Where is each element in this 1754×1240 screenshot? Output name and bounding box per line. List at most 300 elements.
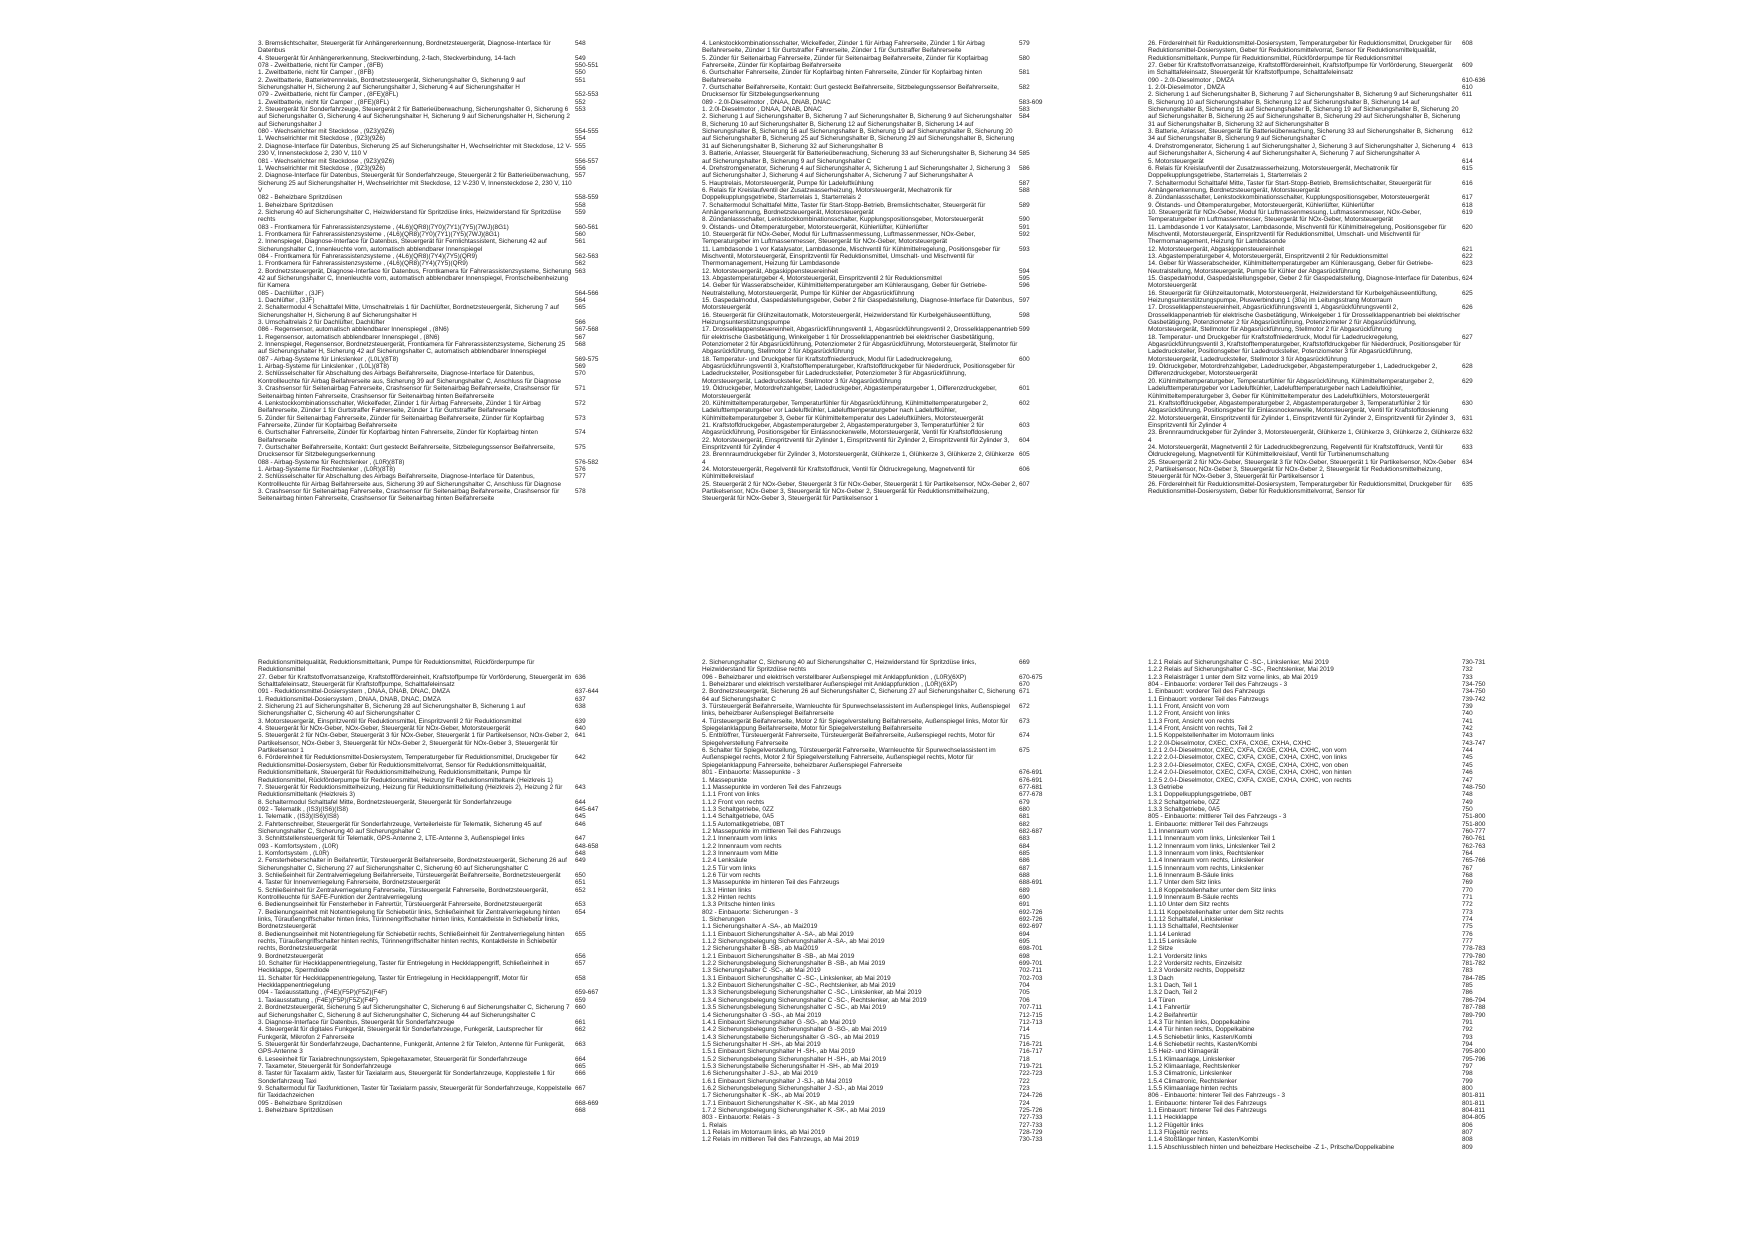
toc-entry — [702, 385, 1042, 400]
toc-entry-title: 16. Steuergerät für Glühzeitautomatik, Motorsteuergerät, Heizwiderstand für Kurbelgehäuseentlüftung, Heizungsunterstützungspumpe — [702, 311, 992, 327]
toc-entry-page: 647 — [575, 835, 586, 843]
toc-entry-page: 689 — [1019, 886, 1030, 894]
toc-entry — [1148, 718, 1485, 725]
toc-entry-page: 739 — [1462, 703, 1473, 711]
toc-entry-page: 648 — [575, 849, 586, 857]
toc-entry-page: 616 — [1462, 179, 1473, 187]
toc-entry — [702, 1012, 1042, 1019]
toc-entry-title: 1.1.1 Heckklappe — [1148, 1114, 1198, 1122]
toc-entry-title: 803 - Einbauorte: Relais - 3 — [702, 1114, 780, 1122]
toc-entry-title: 1.5 Sicherungshalter H -SH-, ab Mai 2019 — [702, 1040, 821, 1048]
toc-entry — [1148, 1078, 1485, 1085]
toc-entry — [258, 363, 598, 370]
toc-entry — [702, 1048, 1042, 1055]
toc-entry-page: 614 — [1462, 157, 1473, 165]
toc-entry — [1148, 1041, 1485, 1048]
toc-entry-title: 1.7.2 Sicherungsbelegung Sicherungshalter K -SK-, ab Mai 2019 — [702, 1106, 886, 1114]
toc-entry — [1148, 850, 1485, 857]
toc-entry-title: 17. Drosselklappensteuereinheit, Abgasrückführungsventil 1, Abgasrückführungsventil 2, Drosselklappenantrieb für elektrische Gasbetätigung, Winkelgeber 1 für Drosselklappenantrieb bei elektrischer Gasbetätigung, Potenziometer 2 für Abgasrückführung, Potenziometer 2 für Abgasrückführung, Motorsteuergerät, Stellmotor für Abgasrückführung, Stellmotor 2 für Abgasrückführung — [702, 326, 1018, 356]
toc-entry-page: 563 — [575, 267, 586, 275]
toc-entry-title: 1. Relais — [702, 1121, 727, 1129]
toc-entry — [702, 69, 1042, 84]
toc-entry-page: 728-729 — [1019, 1129, 1043, 1136]
toc-entry-page: 618 — [1462, 201, 1473, 209]
toc-entry-page: 652 — [575, 886, 586, 894]
toc-entry-title: 089 - 2.0l-Dieselmotor , DNAA, DNAB, DNAC — [702, 98, 831, 106]
toc-entry-page: 690 — [1019, 894, 1030, 901]
toc-entry-page: 685 — [1019, 849, 1030, 857]
toc-entry-title: 9. Bordnetzsteuergerät — [258, 952, 324, 960]
toc-entry-title: 1.1.2 Front, Ansicht von links — [1148, 710, 1230, 718]
toc-entry-title: 1.1.4 Innenraum vorn rechts, Linkslenker — [1148, 857, 1264, 865]
toc-entry-title: 21. Kraftstoffdruckgeber, Abgastemperaturgeber 2, Abgastemperaturgeber 3, Temperaturfühler 2 für Abgasrückführung, Positionsgeber für Einlassnockenwelle, Motorsteuergerät, Ventil für Kraftstoffdosierung — [1148, 399, 1449, 415]
toc-entry-title: 2. Zweitbatterie, Batterietrennrelais, Bordnetzsteuergerät, Sicherungshalter G, Sicherung 9 auf Sicherungshalter H, Sicherung 2 auf Sicherungshalter J, Sicherung 4 auf Sicherungshalter H — [258, 76, 526, 92]
toc-entry — [702, 40, 1042, 55]
toc-entry-title: 1.4.1 Einbauort Sicherungshalter G -SG-, ab Mai 2019 — [702, 1018, 856, 1026]
toc-entry — [702, 202, 1042, 217]
column-middle-bottom — [702, 659, 1042, 1144]
toc-entry — [1148, 769, 1485, 776]
toc-entry-page: 714 — [1019, 1026, 1030, 1034]
toc-entry-title: 25. Steuergerät 2 für NOx-Geber, Steuergerät 3 für NOx-Geber, Steuergerät 1 für Partikelsensor, NOx-Geber 2, Partikelsensor, NOx-Geber 3, Steuergerät für NOx-Geber 2, Steuergerät für Reduktionsmittelheizung, Steuergerät für NOx-Geber 3, Steuergerät für Partikelsensor 1 — [702, 480, 1018, 503]
toc-entry-title: 1.2.1 2.0-l-Dieselmotor, CXEC, CXFA, CXGE, CXHA, CXHC, von vorn — [1148, 747, 1347, 755]
toc-entry — [702, 224, 1042, 231]
toc-entry — [258, 290, 598, 297]
toc-entry-page: 576 — [575, 465, 586, 473]
toc-entry-title: 6. Bedienungseinheit für Fensterheber in Fahrertür, Türsteuergerät Fahrerseite, Bordnetzsteuergerät — [258, 901, 543, 909]
toc-entry-page: 573 — [575, 414, 586, 422]
toc-entry-page: 676-691 — [1019, 769, 1043, 777]
toc-entry-title: 1. 2.0l-Dieselmotor , DNAA, DNAB, DNAC — [702, 106, 822, 114]
toc-entry — [1148, 1070, 1485, 1077]
toc-entry — [1148, 872, 1485, 879]
toc-entry-title: 10. Steuergerät für NOx-Geber, Modul für Luftmassenmessung, Luftmassenmesser, NOx-Geber, Temperaturgeber im Luftmassenmesser, Steuergerät für NOx-Geber, Motorsteuergerät — [702, 230, 976, 246]
toc-entry-page: 550 — [575, 69, 586, 77]
toc-entry-title: 20. Kühlmitteltemperaturgeber, Temperaturfühler für Abgasrückführung, Kühlmitteltemperaturgeber 2, Ladelufttemperaturgeber vor Ladeluftkühler, Ladelufttemperaturgeber nach Ladeluftkühler, Kühlmitteltemperaturgeber 3, Geber für Kühlmitteltemperatur des Ladeluftkühlers, Motorsteuergerät — [1148, 377, 1434, 400]
toc-entry-page: 767 — [1462, 864, 1473, 872]
toc-entry-title: 2. Innenspiegel, Diagnose-Interface für Datenbus, Steuergerät für Fernlichtassistent, Sicherung 42 auf Sicherungshalter C, Innenleuchte vorn, automatisch abblendbarer Innenspiegel — [258, 238, 547, 253]
toc-entry-page: 724-726 — [1019, 1092, 1043, 1100]
toc-entry — [702, 806, 1042, 813]
toc-entry-page: 558 — [575, 201, 586, 209]
toc-entry — [702, 187, 1042, 202]
toc-entry-page: 760-777 — [1462, 827, 1486, 835]
toc-entry-title: 5. Steuergerät für Sonderfahrzeuge, Dachantenne, Funkgerät, Antenne 2 für Telefon, Antenne für Funkgerät, GPS-Antenne 3 — [258, 1040, 565, 1056]
toc-entry-title: 1.1.4 Stoßfänger hinten, Kasten/Kombi — [1148, 1136, 1259, 1144]
toc-entry-page: 698-701 — [1019, 945, 1043, 953]
toc-entry-title: 1.1 Einbauort: vorderer Teil des Fahrzeugs — [1148, 695, 1269, 703]
toc-entry-page: 683 — [1019, 835, 1030, 843]
toc-entry-page: 661 — [575, 1018, 586, 1026]
toc-entry-page: 706 — [1019, 996, 1030, 1004]
toc-entry-title: 1.2.1 Vordersitz links — [1148, 952, 1207, 960]
toc-entry-page: 551 — [575, 76, 586, 84]
toc-entry-page: 746 — [1462, 769, 1473, 777]
toc-entry — [258, 718, 598, 725]
toc-entry — [1148, 1056, 1485, 1063]
toc-entry — [258, 356, 598, 363]
toc-entry-page: 550-551 — [575, 62, 599, 70]
toc-entry-title: 1. Airbag-Systeme für Rechtslenker , (L0R)(8T8) — [258, 465, 396, 473]
toc-entry-page: 748 — [1462, 791, 1473, 799]
toc-entry — [258, 238, 598, 253]
toc-entry-title: 1.1.4 Front, Ansicht von rechts, Teil 2 — [1148, 725, 1253, 733]
toc-entry-title: 1.5.1 Klimaanlage, Linkslenker — [1148, 1055, 1236, 1063]
toc-entry-title: 13. Abgastemperaturgeber 4, Motorsteuergerät, Einspritzventil 2 für Reduktionsmittel — [702, 275, 942, 282]
toc-entry-title: 1.3 Massepunkte im hinteren Teil des Fahrzeugs — [702, 879, 840, 887]
toc-entry-title: 1.1.5 Innenraum vom rechts, Linkslenker — [1148, 864, 1264, 872]
toc-entry-page: 555 — [575, 142, 586, 150]
toc-entry-title: 17. Drosselklappensteuereinheit, Abgasrückführungsventil 1, Abgasrückführungsventil 2, Drosselklappenantrieb für elektrische Gasbetätigung, Winkelgeber 1 für Drosselklappenantrieb bei elektrischer Gasbetätigung, Potenziometer 2 für Abgasrückführung, Potenziometer 2 für Abgasrückführung, Motorsteuergerät, Stellmotor für Abgasrückführung, Stellmotor 2 für Abgasrückführung — [1148, 304, 1461, 334]
toc-entry-page: 807 — [1462, 1129, 1473, 1136]
toc-entry — [1148, 1136, 1485, 1143]
toc-entry-page: 741 — [1462, 717, 1473, 725]
toc-entry — [258, 253, 598, 260]
toc-entry-title: 1. Airbag-Systeme für Linkslenker , (L0L)(8T8) — [258, 363, 390, 371]
toc-entry — [258, 821, 598, 836]
toc-entry — [258, 674, 598, 689]
toc-entry — [1148, 1100, 1485, 1107]
toc-entry-title: 1.2 Sicherungshalter B -SB-, ab Mai2019 — [702, 945, 819, 953]
toc-entry — [258, 165, 598, 172]
toc-entry-title: 8. Taster für Taxalarm aktiv, Taster für Taxialarm aus, Steuergerät für Sonderfahrzeuge, Kopplestelle 1 für Sonderfahrzeug Taxi — [258, 1070, 555, 1085]
toc-entry-page: 586 — [1019, 164, 1030, 172]
toc-entry-page: 640 — [575, 725, 586, 733]
toc-entry-page: 715 — [1019, 1033, 1030, 1041]
toc-entry-title: 4. Steuergerät für NOx-Geber, NOx-Geber, Steuergerät für NOx-Geber, Motorsteuergerät — [258, 725, 511, 733]
toc-entry-page: 733 — [1462, 673, 1473, 681]
toc-entry-page: 672 — [1019, 703, 1030, 711]
toc-entry-page: 716-717 — [1019, 1048, 1043, 1056]
toc-entry-page: 561 — [575, 238, 586, 246]
toc-entry — [258, 901, 598, 908]
toc-entry-title: 1.2.5 2.0-l-Dieselmotor, CXEC, CXFA, CXGE, CXHA, CXHC, von rechts — [1148, 776, 1352, 784]
toc-entry-title: 7. Gurtschalter Beifahrerseite, Kontakt: Gurt gesteckt Beifahrerseite, Sitzbelegungssensor Beifahrerseite, Drucksensor für Sitzbelegungserkennung — [702, 84, 999, 99]
toc-entry-page: 668-669 — [575, 1099, 599, 1107]
toc-entry-title: 23. Brennraumdruckgeber für Zylinder 3, Motorsteuergerät, Glühkerze 1, Glühkerze 3, Glühkerze 2, Glühkerze 4 — [702, 451, 1015, 466]
toc-entry-page: 659 — [575, 996, 586, 1004]
toc-entry — [702, 356, 1042, 385]
toc-entry-title: 1.1.8 Koppelstellenhalter unter dem Sitz links — [1148, 886, 1276, 894]
toc-entry-title: 18. Temperatur- und Druckgeber für Kraftstoffniederdruck, Modul für Ladedruckregelung, Abgasrückführungsventil 3, Kraftstofftemperaturgeber, Kraftstoffdruckgeber für Niederdruck, Positionsgeber für Ladedrucksteller, Positionsgeber für Ladedrucksteller, Potenziometer 3 für Abgasrückführung, Motorsteuergerät, Ladedrucksteller, Stellmotor 3 für Abgasrückführung — [702, 355, 1015, 385]
toc-entry-title: 18. Temperatur- und Druckgeber für Kraftstoffniederdruck, Modul für Ladedruckregelung, Abgasrückführungsventil 3, Kraftstofftemperaturgeber, Kraftstoffdruckgeber für Niederdruck, Positionsgeber für Ladedrucksteller, Positionsgeber für Ladedrucksteller, Potenziometer 3 für Abgasrückführung, Motorsteuergerät, Ladedrucksteller, Stellmotor 3 für Abgasrückführung — [1148, 333, 1461, 363]
toc-entry-title: 1.1.5 Abschlussblech hinten und beheizbare Heckscheibe -Z 1-, Pritsche/Doppelkabine — [1148, 1143, 1395, 1151]
toc-entry — [702, 231, 1042, 246]
toc-entry — [1148, 1092, 1485, 1099]
toc-entry-title: 1.2.3 2.0-l-Dieselmotor, CXEC, CXFA, CXGE, CXHA, CXHC, von oben — [1148, 761, 1349, 769]
toc-entry-title: 1.1.9 Innenraum B-Säule rechts — [1148, 894, 1239, 901]
toc-entry-page: 743 — [1462, 732, 1473, 740]
toc-entry-page: 707-711 — [1019, 1004, 1042, 1012]
toc-entry-title: 1.6.2 Sicherungsbelegung Sicherungshalter J -SJ-, ab Mai 2019 — [702, 1084, 884, 1092]
toc-entry-title: 6. Förderelnheit für Reduktionsmittel-Dosiersystem, Temperaturgeber für Reduktionsmittel, Druckgeber für Reduktionsmittel-Dosiersystem, Geber für Reduktionsmittelvorrat, Sensor für Reduktionsmittelqualität, Reduktionsmitteltank, Steuergerät für Reduktionsmittelheizung, Reduktionsmitteltank, Pumpe für Reduktionsmittel, Rückförderpumpe für Reduktionsmittel, Heizung für Reduktionsmitteltank (Heizkreis 1) — [258, 754, 559, 784]
toc-entry-page: 588 — [1019, 186, 1030, 194]
toc-entry-page: 653 — [575, 901, 586, 909]
toc-entry — [258, 158, 598, 165]
toc-entry-page: 553 — [575, 106, 586, 114]
toc-entry-page: 677-681 — [1019, 783, 1043, 791]
toc-entry-page: 620 — [1462, 223, 1473, 231]
toc-entry-title: 26. Förderelnheit für Reduktionsmittel-Dosiersystem, Temperaturgeber für Reduktionsmittel, Druckgeber für Reduktionsmittel-Dosiersystem, Geber für Reduktionsmittelvorrat, Sensor für — [1148, 480, 1452, 495]
toc-entry-title: 1.2 Massepunkte im mittleren Teil des Fahrzeugs — [702, 827, 841, 835]
toc-entry — [702, 850, 1042, 857]
toc-entry-title: 1.3.3 Pritsche hinten links — [702, 901, 775, 909]
toc-entry-page: 687 — [1019, 864, 1030, 872]
toc-entry-page: 781-782 — [1462, 960, 1486, 968]
toc-entry-title: 14. Geber für Wasserabscheider, Kühlmitteltemperaturgeber am Kühlerausgang, Geber für Getriebe-Neutralstellung, Motorsteuergerät, Pumpe für Kühler der Abgasrückführung — [702, 282, 988, 297]
toc-entry-page: 750 — [1462, 805, 1473, 813]
toc-entry — [258, 659, 598, 674]
toc-entry — [702, 953, 1042, 960]
toc-entry — [1148, 400, 1485, 415]
toc-entry-page: 648-658 — [575, 842, 599, 850]
toc-entry — [702, 703, 1042, 718]
toc-entry-page: 669 — [1019, 659, 1030, 666]
toc-entry — [1148, 304, 1485, 333]
toc-entry-title: 8. Zündanlassschalter, Lenkstockkombinationsschalter, Kupplungspositionsgeber, Motorsteuergerät — [1148, 194, 1430, 202]
toc-entry-page: 799 — [1462, 1077, 1473, 1085]
toc-entry-page: 718 — [1019, 1055, 1030, 1063]
toc-entry — [1148, 909, 1485, 916]
toc-entry — [702, 1085, 1042, 1092]
toc-entry — [258, 429, 598, 444]
toc-entry-page: 559 — [575, 208, 586, 216]
toc-entry-page: 569-575 — [575, 355, 599, 363]
toc-entry — [258, 99, 598, 106]
toc-entry-page: 567-568 — [575, 326, 599, 334]
toc-entry-title: 1.4.2 Sicherungsbelegung Sicherungshalter G -SG-, ab Mai 2019 — [702, 1026, 887, 1034]
toc-entry-page: 744 — [1462, 747, 1473, 755]
toc-entry-title: 11. Schalter für Heckklappenentriegelung, Taster für Entriegelung in Heckklappengriff, Motor für Heckklappenentriegelung — [258, 974, 528, 990]
toc-entry — [1148, 246, 1485, 253]
toc-entry — [702, 960, 1042, 967]
toc-entry-title: 095 - Beheizbare Spritzdüsen — [258, 1099, 343, 1107]
toc-entry — [258, 997, 598, 1004]
toc-entry-title: 4. Drehstromgenerator, Sicherung 1 auf Sicherungshalter J, Sicherung 3 auf Sicherungshalter J, Sicherung 4 auf Sicherungshalter A, Sicherung 4 auf Sicherungshalter A, Sicherung 7 auf Sicherungshalter A — [1148, 142, 1456, 158]
toc-entry-title: 1. Dachlüfter , (3JF) — [258, 297, 315, 305]
toc-entry-page: 603 — [1019, 421, 1030, 429]
toc-entry — [258, 444, 598, 459]
toc-entry — [258, 732, 598, 754]
toc-entry-title: 1.3.1 Einbauort Sicherungshalter C -SC-, Linkslenker, ab Mai 2019 — [702, 974, 891, 982]
toc-entry-page: 664 — [575, 1055, 586, 1063]
toc-entry-page: 800 — [1462, 1084, 1473, 1092]
toc-entry — [702, 400, 1042, 422]
toc-entry — [1148, 1026, 1485, 1033]
toc-entry-title: 1.1.1 Einbauort Sicherungshalter A -SA-, ab Mai 2019 — [702, 930, 854, 938]
toc-entry — [702, 180, 1042, 187]
toc-entry-page: 691 — [1019, 901, 1030, 909]
toc-entry — [258, 209, 598, 224]
toc-entry-page: 628 — [1462, 363, 1473, 371]
toc-entry-title: 079 - Zweitbatterie, nicht für Camper , (8FE)(8FL) — [258, 91, 399, 99]
toc-entry — [1148, 688, 1485, 695]
toc-entry — [258, 488, 598, 503]
toc-entry — [258, 40, 598, 55]
toc-entry — [258, 887, 598, 902]
toc-entry — [258, 415, 598, 430]
toc-entry-title: 1.1 Einbauort: hinterer Teil des Fahrzeugs — [1148, 1106, 1267, 1114]
toc-entry-title: 5. Motorsteuergerät — [1148, 157, 1204, 165]
toc-entry-page: 686 — [1019, 857, 1030, 865]
toc-entry — [1148, 791, 1485, 798]
toc-entry-title: 2. Sicherung 21 auf Sicherungshalter B, Sicherung 28 auf Sicherungshalter B, Sicherung 1 auf Sicherungshalter C, Sicherung 40 auf Sicherungshalter C — [258, 703, 526, 718]
toc-entry-title: 4. Steuergerät für Anhängererkennung, Steckverbindung, 2-fach, Steckverbindung, 14-fach — [258, 54, 516, 62]
toc-entry — [1148, 762, 1485, 769]
toc-entry — [702, 732, 1042, 747]
toc-entry — [1148, 960, 1485, 967]
toc-entry-page: 552-553 — [575, 91, 599, 99]
toc-entry — [702, 216, 1042, 223]
toc-entry — [258, 857, 598, 872]
toc-entry — [702, 99, 1042, 106]
toc-entry-title: 1.1.10 Unter dem Sitz rechts — [1148, 901, 1229, 909]
toc-entry-title: 8. Zündanlassschalter, Lenkstockkombinationsschalter, Kupplungspositionsgeber, Motorsteuergerät — [702, 216, 984, 224]
toc-entry-page: 625 — [1462, 289, 1473, 297]
toc-entry-page: 688 — [1019, 871, 1030, 879]
toc-entry-page: 594 — [1019, 267, 1030, 275]
toc-entry-title: 088 - Airbag-Systeme für Rechtslenker , (L0R)(8T8) — [258, 458, 405, 466]
toc-entry-title: 1.2.4 Lenksäule — [702, 857, 748, 865]
toc-entry-page: 676-691 — [1019, 776, 1043, 784]
toc-entry-title: 1.1.2 Flügeltür links — [1148, 1121, 1204, 1129]
toc-entry — [258, 135, 598, 142]
toc-entry-title: 1.5.2 Sicherungsbelegung Sicherungshalter H -SH-, ab Mai 2019 — [702, 1055, 887, 1063]
toc-entry — [702, 777, 1042, 784]
toc-entry-page: 773 — [1462, 908, 1473, 916]
toc-entry-page: 657 — [575, 960, 586, 968]
toc-entry-page: 610 — [1462, 84, 1473, 92]
toc-entry — [702, 982, 1042, 989]
toc-entry — [1148, 843, 1485, 850]
toc-entry-title: 7. Schaltermodul Schalttafel Mitte, Taster für Start-Stopp-Betrieb, Bremslichtschalter, Steuergerät für Anhängererkennung, Bordnetzsteuergerät, Motorsteuergerät — [1148, 179, 1432, 194]
toc-entry — [1148, 1048, 1485, 1055]
toc-entry-page: 808 — [1462, 1136, 1473, 1144]
toc-entry-title: 2. Sicherung 40 auf Sicherungshalter C, Heizwiderstand für Spritzdüse links, Heizwiderstand für Spritzdüse rechts — [258, 208, 561, 224]
toc-entry-page: 804-811 — [1462, 1106, 1485, 1114]
toc-entry-title: 1. Einbauorte: hinterer Teil des Fahrzeugs — [1148, 1099, 1267, 1107]
toc-entry-title: 1.2 Sitze — [1148, 945, 1173, 953]
toc-entry-title: 1.3 Sicherungshalter C -SC-, ab Mai 2019 — [702, 967, 821, 975]
toc-entry-page: 775 — [1462, 923, 1473, 931]
toc-entry — [702, 909, 1042, 916]
toc-entry — [258, 703, 598, 718]
toc-entry-page: 771 — [1462, 894, 1473, 901]
toc-entry — [702, 938, 1042, 945]
toc-entry — [258, 850, 598, 857]
toc-entry-title: 801 - Einbauorte: Massepunkte - 3 — [702, 769, 801, 777]
toc-entry-title: 1.4 Türen — [1148, 996, 1176, 1004]
toc-entry — [702, 150, 1042, 165]
toc-entry-title: 1.3 Getriebe — [1148, 783, 1184, 791]
toc-entry-title: 2. Diagnose-Interface für Datenbus, Steuergerät für Sonderfahrzeuge, Steuergerät 2 für Batterieüberwachung, Sicherung 25 auf Sicherungshalter H, Wechselrichter mit Steckdose, 12 V-230 V, Innensteckdose 2, 230 V, 110 V — [258, 172, 572, 194]
toc-entry-title: 1.5.3 Climatronic, Linkslenker — [1148, 1070, 1232, 1078]
toc-entry-title: 1.7.1 Einbauort Sicherungshalter K -SK-, ab Mai 2019 — [702, 1099, 855, 1107]
toc-entry — [702, 466, 1042, 481]
toc-entry-page: 702-711 — [1019, 967, 1042, 975]
toc-entry — [1148, 1004, 1485, 1011]
toc-entry — [1148, 143, 1485, 158]
toc-entry — [258, 931, 598, 953]
toc-entry — [702, 681, 1042, 688]
toc-entry-title: 1. Frontkamera für Fahrerassistenzsysteme , (4L6)(QR8)(7Y4)(7Y5)(QR9) — [258, 260, 468, 268]
toc-entry — [258, 62, 598, 69]
toc-entry-title: 24. Motorsteuergerät, Regelventil für Kraftstoffdruck, Ventil für Öldruckregelung, Magnetventil für Kühlmittelkreislauf — [702, 465, 975, 481]
toc-entry-title: 3. Umschaltrelais 2 für Dachlüfter, Dachlüfter — [258, 319, 385, 327]
toc-entry-title: 1. Beheizbare Spritzdüsen — [258, 201, 333, 209]
toc-entry-title: 1. Zweitbatterie, nicht für Camper , (8FB) — [258, 69, 374, 77]
toc-entry-page: 778-783 — [1462, 945, 1486, 953]
toc-entry-title: 1.1.5 Automatikgetriebe, 0BT — [702, 820, 785, 828]
toc-entry-page: 633 — [1462, 443, 1473, 451]
toc-entry-title: 1.3.5 Sicherungsbelegung Sicherungshalter C -SC-, ab Mai 2019 — [702, 1004, 887, 1012]
toc-entry-page: 560 — [575, 230, 586, 238]
toc-entry — [1148, 666, 1485, 673]
toc-entry-title: 806 - Einbauorte: hinterer Teil des Fahrzeugs - 3 — [1148, 1092, 1286, 1100]
toc-entry-title: 1. Wechselrichter mit Steckdose , (9Z3)(9Z6) — [258, 135, 386, 143]
toc-entry-title: 1.3.4 Sicherungsbelegung Sicherungshalter C -SC-, Rechtslenker, ab Mai 2019 — [702, 996, 927, 1004]
toc-entry — [1148, 696, 1485, 703]
toc-entry-title: 1.1 Innenraum vorn — [1148, 827, 1204, 835]
toc-entry-page: 570 — [575, 370, 586, 378]
toc-entry-page: 635 — [1462, 480, 1473, 488]
toc-entry — [702, 1078, 1042, 1085]
toc-entry-page: 795-796 — [1462, 1055, 1486, 1063]
toc-entry-page: 712-715 — [1019, 1011, 1043, 1019]
toc-entry-title: 3. Batterie, Anlasser, Steuergerät für Batterieüberwachung, Sicherung 33 auf Sicherungshalter B, Sicherung 34 auf Sicherungshalter B, Sicherung 9 auf Sicherungshalter C — [702, 150, 1017, 165]
toc-entry-title: 1.2.1 Einbauort Sicherungshalter B -SB-, ab Mai 2019 — [702, 952, 855, 960]
toc-entry — [258, 334, 598, 341]
toc-entry-page: 597 — [1019, 297, 1030, 305]
toc-entry-title: 1.2 Relais im mittleren Teil des Fahrzeugs, ab Mai 2019 — [702, 1136, 860, 1144]
toc-entry-title: 6. Gurtschalter Fahrerseite, Zünder für Kopfairbag hinten Fahrerseite, Zünder für Kopfairbag hinten Beifahrerseite — [258, 429, 538, 444]
toc-entry-title: 1.3.3 Schaltgetriebe, 0A5 — [1148, 805, 1220, 813]
toc-entry-page: 609 — [1462, 62, 1473, 70]
toc-entry-page: 604 — [1019, 436, 1030, 444]
toc-entry — [1148, 732, 1485, 739]
toc-entry-page: 602 — [1019, 399, 1030, 407]
toc-entry-title: 1. Zweitbatterie, nicht für Camper , (8FE)(8FL) — [258, 98, 390, 106]
toc-entry — [702, 931, 1042, 938]
toc-entry-title: 7. Gurtschalter Beifahrerseite, Kontakt: Gurt gesteckt Beifahrerseite, Sitzbelegungssensor Beifahrerseite, Drucksensor für Sitzbelegungserkennung — [258, 443, 555, 459]
toc-entry — [258, 304, 598, 319]
toc-entry — [1148, 459, 1485, 481]
toc-entry — [1148, 923, 1485, 930]
toc-entry — [702, 246, 1042, 268]
toc-entry — [1148, 224, 1485, 246]
toc-entry-page: 768 — [1462, 871, 1473, 879]
toc-entry-page: 638 — [575, 703, 586, 711]
toc-entry-title: 14. Geber für Wasserabscheider, Kühlmitteltemperaturgeber am Kühlerausgang, Geber für Getriebe-Neutralstellung, Motorsteuergerät, Pumpe für Kühler der Abgasrückführung — [1148, 260, 1434, 275]
toc-entry-title: 9. Ölstands- und Öltemperaturgeber, Motorsteuergerät, Kühlerlüfter, Kühlerlüfter — [702, 223, 929, 231]
toc-entry-page: 562 — [575, 260, 586, 268]
toc-entry — [1148, 674, 1485, 681]
toc-entry-title: 1. Frontkamera für Fahrerassistenzsysteme , (4L6)(QR8)(7Y0)(7Y1)(7Y5)(7WJ)(8G1) — [258, 230, 500, 238]
toc-entry-page: 641 — [575, 732, 586, 740]
toc-entry-title: 1.1.14 Lenkrad — [1148, 930, 1191, 938]
toc-entry — [258, 172, 598, 194]
toc-entry-page: 745 — [1462, 761, 1473, 769]
toc-entry-title: 1.5.1 Einbauort Sicherungshalter H -SH-, ab Mai 2019 — [702, 1048, 856, 1056]
toc-entry-page: 562-563 — [575, 252, 599, 260]
toc-entry-page: 694 — [1019, 930, 1030, 938]
toc-entry-title: 11. Lambdasonde 1 vor Katalysator, Lambdasonde, Mischventil für Kühlmittelregelung, Positionsgeber für Mischventil, Motorsteuergerät, Einspritzventil für Reduktionsmittel, Umschalt- und Mischventil für Thermomanagement, Heizung für Lambdasonde — [1148, 223, 1447, 246]
toc-entry-title: 2. Bordnetzsteuergerät, Diagnose-Interface für Datenbus, Frontkamera für Fahrerassistenzsysteme, Sicherung 42 auf Sicherungshalter C, Innenleuchte vorn, automatisch abblendbarer Innenspiegel, Frontscheibenheizung für Kamera — [258, 267, 572, 290]
toc-entry — [1148, 194, 1485, 201]
toc-entry-title: 2. Bordnetzsteuergerät, Sicherung 26 auf Sicherungshalter C, Sicherung 27 auf Sicherungshalter C, Sicherung 64 auf Sicherungshalter C — [702, 688, 1016, 703]
toc-entry — [702, 422, 1042, 437]
toc-entry — [1148, 1122, 1485, 1129]
